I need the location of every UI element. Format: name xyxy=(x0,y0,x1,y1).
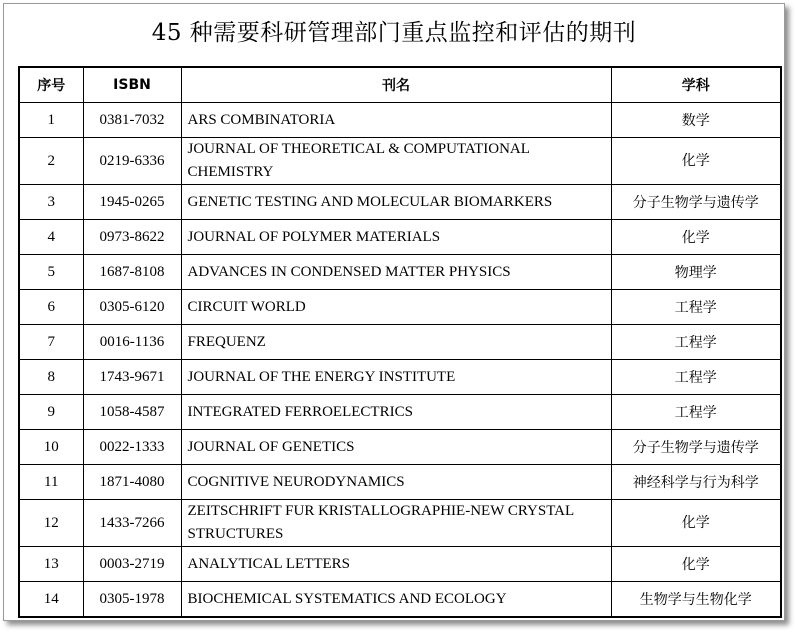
table-row xyxy=(19,360,781,395)
cell-name: ADVANCES IN CONDENSED MATTER PHYSICS xyxy=(181,255,611,290)
cell-no: 6 xyxy=(19,290,83,325)
cell-no: 8 xyxy=(19,360,83,395)
cell-isbn: 0016-1136 xyxy=(83,325,181,360)
cell-no: 3 xyxy=(19,185,83,220)
cell-name: BIOCHEMICAL SYSTEMATICS AND ECOLOGY xyxy=(181,582,611,618)
cell-name: INTEGRATED FERROELECTRICS xyxy=(181,395,611,430)
journal-table xyxy=(18,66,782,618)
cell-isbn: 1945-0265 xyxy=(83,185,181,220)
cell-no: 13 xyxy=(19,547,83,582)
cell-subject: 化学 xyxy=(611,547,781,582)
cell-subject: 数学 xyxy=(611,103,781,138)
cell-name: JOURNAL OF THE ENERGY INSTITUTE xyxy=(181,360,611,395)
cell-subject: 化学 xyxy=(611,138,781,185)
cell-subject: 化学 xyxy=(611,500,781,547)
cell-no: 14 xyxy=(19,582,83,618)
cell-subject: 分子生物学与遗传学 xyxy=(611,185,781,220)
header-subject: 学科 xyxy=(611,67,781,103)
cell-isbn: 1433-7266 xyxy=(83,500,181,547)
cell-subject: 物理学 xyxy=(611,255,781,290)
cell-isbn: 1058-4587 xyxy=(83,395,181,430)
table-row xyxy=(19,500,781,547)
table-row xyxy=(19,220,781,255)
cell-isbn: 0305-6120 xyxy=(83,290,181,325)
cell-isbn: 0305-1978 xyxy=(83,582,181,618)
table-row xyxy=(19,185,781,220)
cell-name: ZEITSCHRIFT FUR KRISTALLOGRAPHIE-NEW CRYSTAL STRUCTURES xyxy=(181,500,611,547)
cell-name: JOURNAL OF THEORETICAL & COMPUTATIONAL CHEMISTRY xyxy=(181,138,611,185)
page-title: 45 种需要科研管理部门重点监控和评估的期刊 xyxy=(151,20,637,46)
table-header-row xyxy=(19,67,781,103)
table-row xyxy=(19,582,781,618)
cell-no: 9 xyxy=(19,395,83,430)
cell-isbn: 0973-8622 xyxy=(83,220,181,255)
cell-subject: 工程学 xyxy=(611,360,781,395)
cell-subject: 分子生物学与遗传学 xyxy=(611,430,781,465)
cell-name: JOURNAL OF POLYMER MATERIALS xyxy=(181,220,611,255)
cell-isbn: 0022-1333 xyxy=(83,430,181,465)
document-frame xyxy=(3,3,785,621)
cell-subject: 神经科学与行为科学 xyxy=(611,465,781,500)
cell-name: ANALYTICAL LETTERS xyxy=(181,547,611,582)
cell-no: 5 xyxy=(19,255,83,290)
cell-subject: 工程学 xyxy=(611,290,781,325)
cell-name: JOURNAL OF GENETICS xyxy=(181,430,611,465)
table-row xyxy=(19,430,781,465)
cell-subject: 化学 xyxy=(611,220,781,255)
cell-isbn: 1743-9671 xyxy=(83,360,181,395)
table-row xyxy=(19,138,781,185)
header-name: 刊名 xyxy=(181,67,611,103)
header-isbn: ISBN xyxy=(83,67,181,103)
cell-no: 10 xyxy=(19,430,83,465)
cell-subject: 工程学 xyxy=(611,325,781,360)
cell-name: COGNITIVE NEURODYNAMICS xyxy=(181,465,611,500)
table-row xyxy=(19,325,781,360)
cell-name: GENETIC TESTING AND MOLECULAR BIOMARKERS xyxy=(181,185,611,220)
cell-isbn: 0219-6336 xyxy=(83,138,181,185)
cell-no: 1 xyxy=(19,103,83,138)
cell-no: 2 xyxy=(19,138,83,185)
cell-isbn: 1687-8108 xyxy=(83,255,181,290)
table-row xyxy=(19,103,781,138)
table-row xyxy=(19,395,781,430)
table-row xyxy=(19,547,781,582)
table-body xyxy=(19,103,781,618)
cell-isbn: 0381-7032 xyxy=(83,103,181,138)
cell-isbn: 1871-4080 xyxy=(83,465,181,500)
cell-no: 11 xyxy=(19,465,83,500)
cell-subject: 工程学 xyxy=(611,395,781,430)
table-row xyxy=(19,465,781,500)
cell-no: 4 xyxy=(19,220,83,255)
cell-name: ARS COMBINATORIA xyxy=(181,103,611,138)
cell-subject: 生物学与生物化学 xyxy=(611,582,781,618)
table-row xyxy=(19,290,781,325)
cell-name: FREQUENZ xyxy=(181,325,611,360)
cell-isbn: 0003-2719 xyxy=(83,547,181,582)
cell-no: 7 xyxy=(19,325,83,360)
table-row xyxy=(19,255,781,290)
cell-name: CIRCUIT WORLD xyxy=(181,290,611,325)
header-no: 序号 xyxy=(19,67,83,103)
cell-no: 12 xyxy=(19,500,83,547)
